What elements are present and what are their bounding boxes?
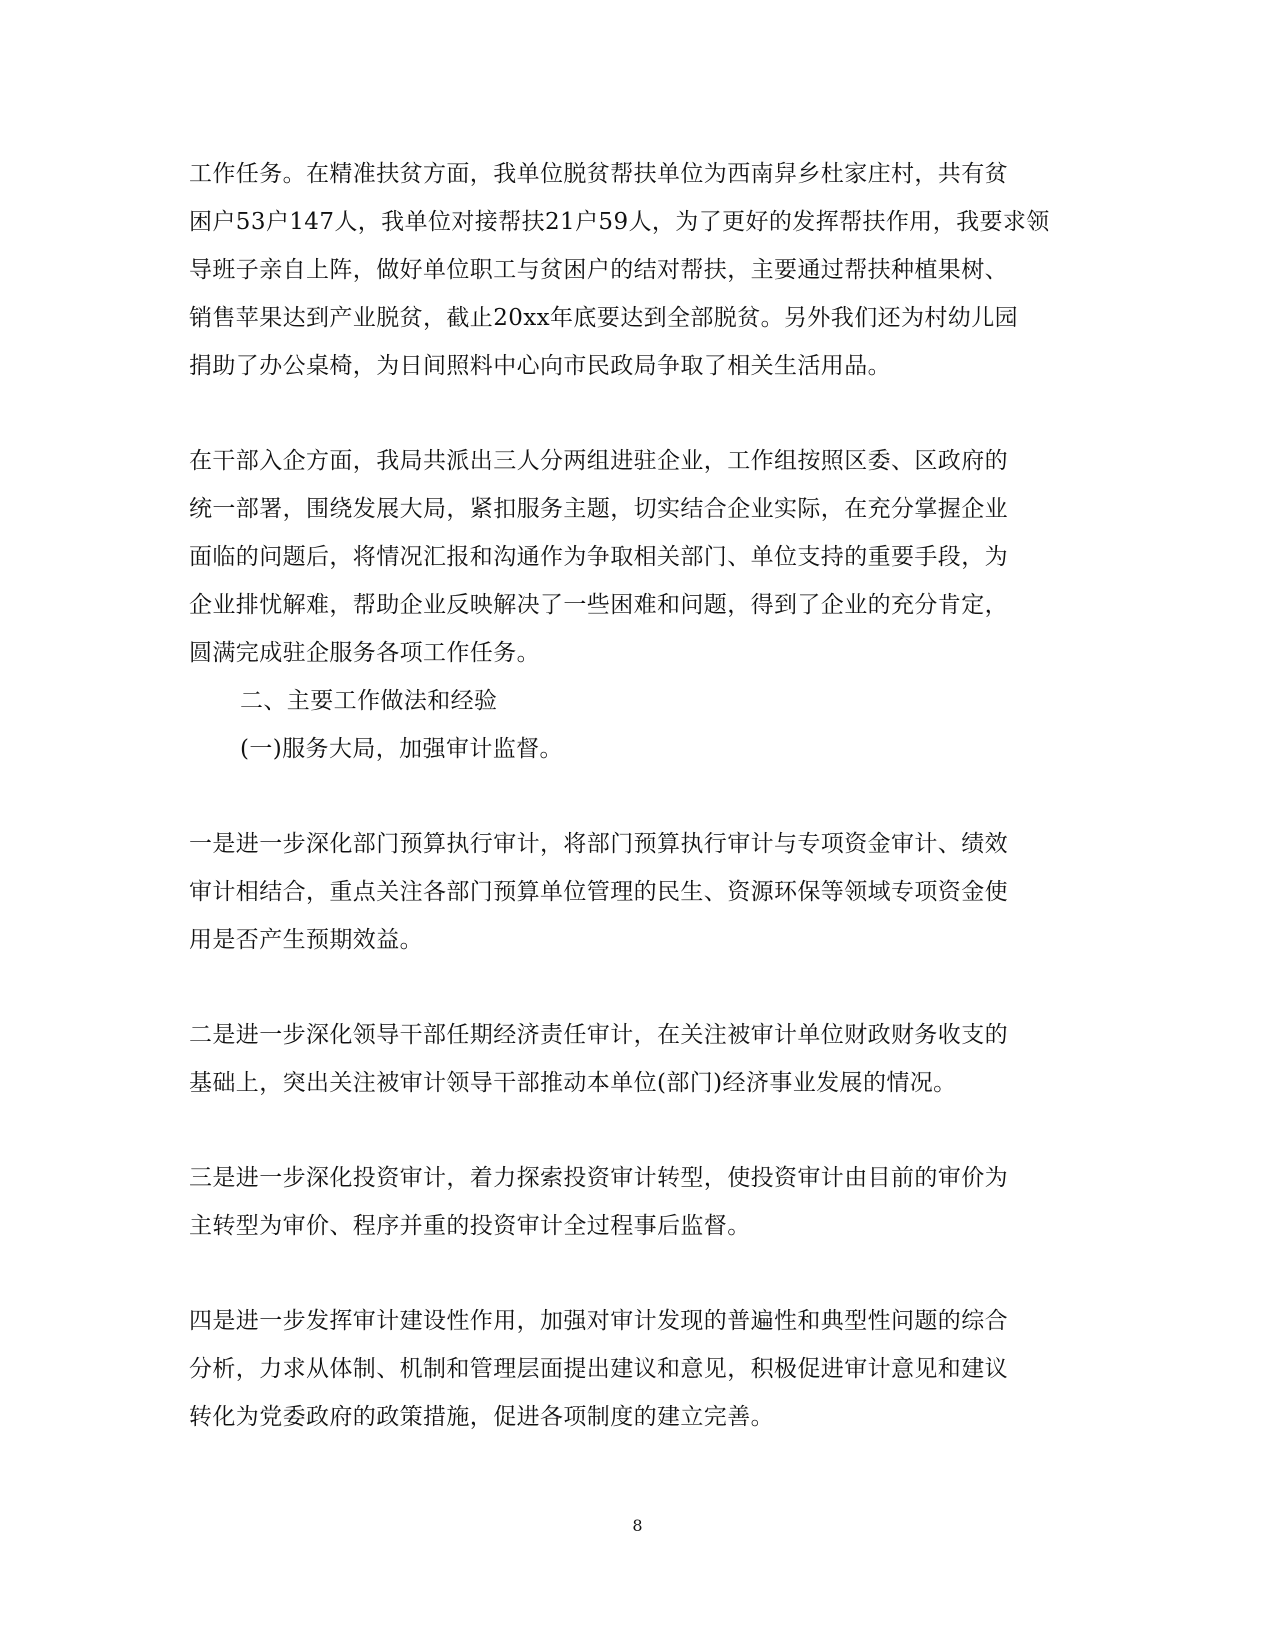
body-text-line: 工作任务。在精准扶贫方面，我单位脱贫帮扶单位为西南舁乡杜家庄村，共有贫 [189,161,1008,187]
body-text-line: 捐助了办公桌椅，为日间照料中心向市民政局争取了相关生活用品。 [189,353,891,379]
body-text-line: 困户53户147人，我单位对接帮扶21户59人，为了更好的发挥帮扶作用，我要求领 [189,209,1050,235]
body-text-line: 圆满完成驻企服务各项工作任务。 [189,640,540,666]
body-text-line: 基础上，突出关注被审计领导干部推动本单位(部门)经济事业发展的情况。 [189,1070,957,1096]
section-heading: 二、主要工作做法和经验 [240,688,498,714]
body-text-line: 统一部署，围绕发展大局，紧扣服务主题，切实结合企业实际，在充分掌握企业 [189,496,1008,522]
body-text-line: 四是进一步发挥审计建设性作用，加强对审计发现的普遍性和典型性问题的综合 [189,1308,1008,1334]
body-text-line: 一是进一步深化部门预算执行审计，将部门预算执行审计与专项资金审计、绩效 [189,831,1008,857]
body-text-line: 三是进一步深化投资审计，着力探索投资审计转型，使投资审计由目前的审价为 [189,1165,1008,1191]
body-text-line: 主转型为审价、程序并重的投资审计全过程事后监督。 [189,1213,751,1239]
page-number: 8 [632,1516,643,1535]
body-text-line: 企业排忧解难，帮助企业反映解决了一些困难和问题，得到了企业的充分肯定， [189,592,1008,618]
body-text-line: 用是否产生预期效益。 [189,927,423,953]
body-text-line: 面临的问题后，将情况汇报和沟通作为争取相关部门、单位支持的重要手段，为 [189,544,1008,570]
body-text-line: 导班子亲自上阵，做好单位职工与贫困户的结对帮扶，主要通过帮扶种植果树、 [189,257,1008,283]
body-text-line: 分析，力求从体制、机制和管理层面提出建议和意见，积极促进审计意见和建议 [189,1356,1008,1382]
subsection-heading: (一)服务大局，加强审计监督。 [240,736,563,762]
body-text-line: 在干部入企方面，我局共派出三人分两组进驻企业，工作组按照区委、区政府的 [189,448,1008,474]
body-text-line: 转化为党委政府的政策措施，促进各项制度的建立完善。 [189,1404,774,1430]
body-text-line: 审计相结合，重点关注各部门预算单位管理的民生、资源环保等领域专项资金使 [189,879,1008,905]
body-text-line: 二是进一步深化领导干部任期经济责任审计，在关注被审计单位财政财务收支的 [189,1022,1008,1048]
body-text-line: 销售苹果达到产业脱贫，截止20xx年底要达到全部脱贫。另外我们还为村幼儿园 [189,305,1019,331]
